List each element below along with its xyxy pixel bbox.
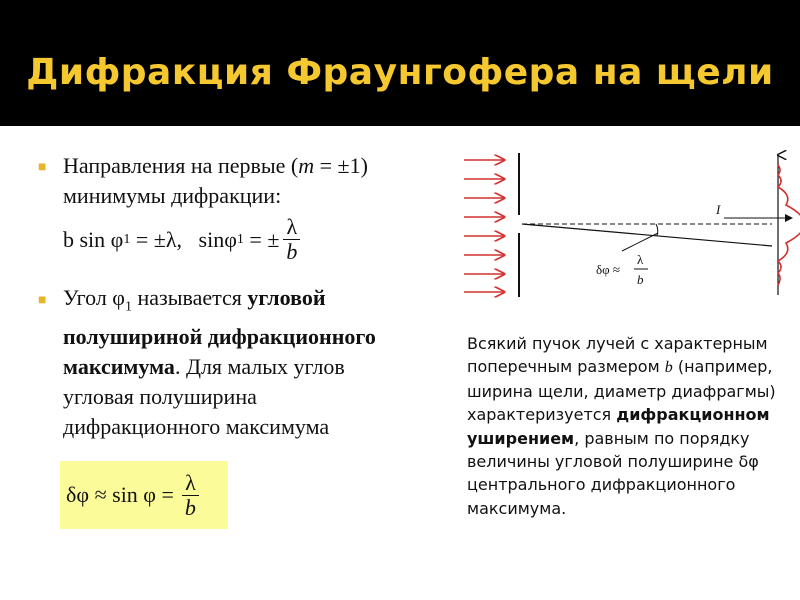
angle-pointer xyxy=(622,233,658,251)
bullet-text-angle: Угол $\varphi_1$ называется угловой полушириной дифракционного максимума. Для малых углов угловая полуширина дифракционного максимума xyxy=(63,285,376,440)
diffraction-diagram xyxy=(460,145,800,305)
side-explanation: Всякий пучок лучей с характерным поперечным размером b (например, ширина щели, диаметр диафрагмы) характеризуется дифракционном уширением, равным по порядку величины угловой полуширине δφ центрального дифракционного максимума. xyxy=(467,334,776,518)
fraction-lambda-b: $\frac{\lambda}{b}$ xyxy=(182,471,199,520)
bullet-text-directions: Направления на первые (m = ±1) минимумы дифракции: xyxy=(63,153,368,208)
fraction-lambda-b: $\frac{\lambda}{b}$ xyxy=(283,215,300,264)
formula-half-width: δφ ≈ sin φ = $\frac{\lambda}{b}$ xyxy=(66,465,203,525)
delta-phi-label: δφ ≈ xyxy=(596,262,621,277)
bullet-marker: ■ xyxy=(38,160,47,175)
intensity-label: I xyxy=(716,202,721,217)
diffracted-ray xyxy=(522,224,772,246)
delta-phi-num: λ xyxy=(637,252,644,267)
incident-wave-arrows xyxy=(464,160,504,292)
formula-minima: b sin φ 1 = ±λ, sinφ 1 = ± $\frac{\lambda}{b}$ xyxy=(63,215,304,264)
bullet-marker: ■ xyxy=(38,293,47,308)
delta-phi-den: b xyxy=(637,272,644,287)
intensity-curve xyxy=(778,165,800,285)
slide-title: Дифракция Фраунгофера на щели xyxy=(26,52,774,93)
